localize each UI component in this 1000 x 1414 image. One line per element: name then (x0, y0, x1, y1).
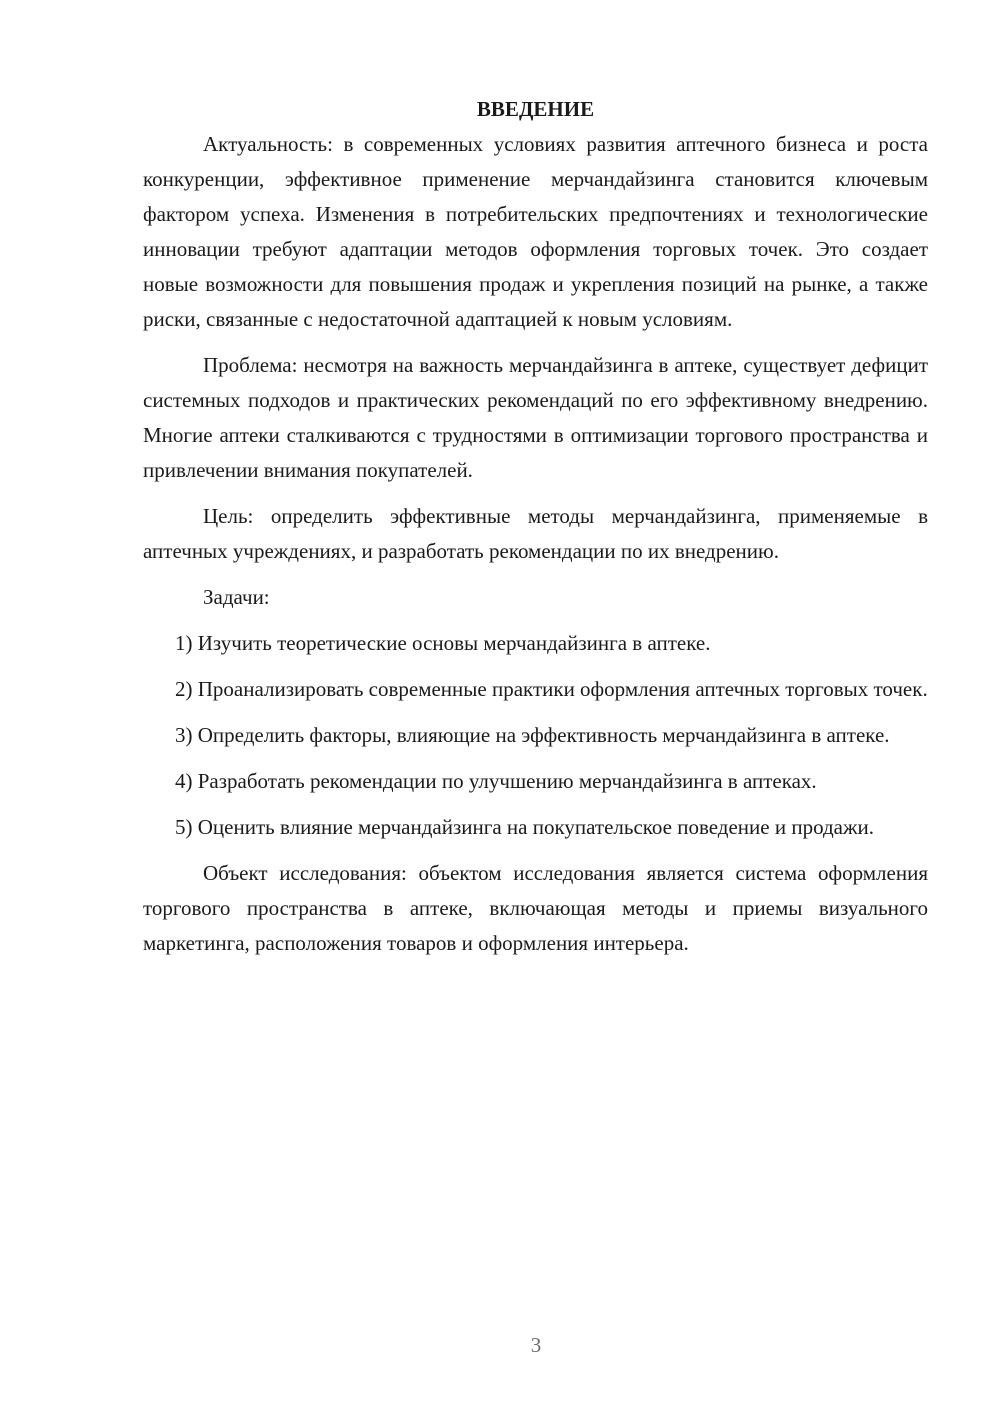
task-item-2: 2) Проанализировать современные практики оформления аптечных торговых точек. (175, 677, 928, 701)
task-item-4: 4) Разработать рекомендации по улучшению мерчандайзинга в аптеках. (175, 769, 817, 793)
document-heading: ВВЕДЕНИЕ (476, 97, 595, 121)
paragraph-problem: Проблема: несмотря на важность мерчандайзинга в аптеке, существует дефицит системных подходов и практических рекомендаций по его эффективному внедрению. Многие аптеки сталкиваются с трудностями в оптимизации торгового пространства и привлечении внимания покупателей. (143, 353, 928, 482)
document-page (143, 92, 928, 972)
task-item-1: 1) Изучить теоретические основы мерчандайзинга в аптеке. (175, 631, 711, 655)
task-item-5: 5) Оценить влияние мерчандайзинга на покупательское поведение и продажи. (175, 815, 874, 839)
tasks-label: Задачи: (203, 585, 270, 609)
paragraph-object: Объект исследования: объектом исследования является система оформления торгового пространства в аптеке, включающая методы и приемы визуального маркетинга, расположения товаров и оформления интерьера. (143, 861, 928, 955)
paragraph-relevance: Актуальность: в современных условиях развития аптечного бизнеса и роста конкуренции, эффективное применение мерчандайзинга становится ключевым фактором успеха. Изменения в потребительских предпочтениях и технологические инновации требуют адаптации методов оформления торговых точек. Это создает новые возможности для повышения продаж и укрепления позиций на рынке, а также риски, связанные с недостаточной адаптацией к новым условиям. (143, 132, 928, 331)
paragraph-goal: Цель: определить эффективные методы мерчандайзинга, применяемые в аптечных учреждениях, и разработать рекомендации по их внедрению. (143, 504, 928, 563)
page-number: 3 (530, 1333, 542, 1357)
task-item-3: 3) Определить факторы, влияющие на эффективность мерчандайзинга в аптеке. (175, 723, 890, 747)
